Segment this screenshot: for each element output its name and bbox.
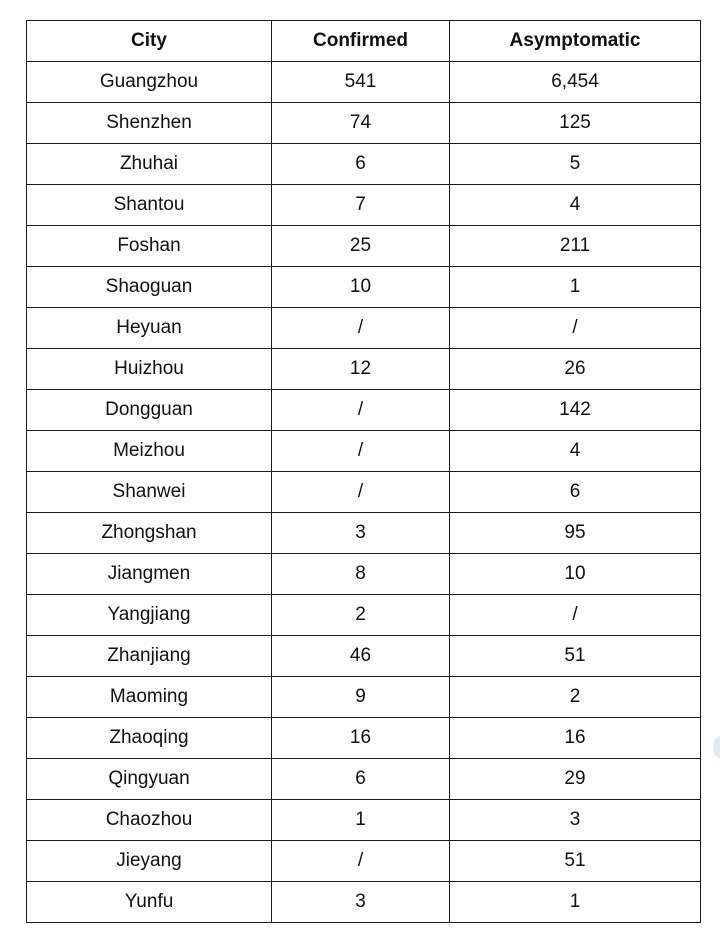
- city-cases-table: [26, 20, 701, 923]
- city-cell: Jiangmen: [27, 554, 272, 595]
- city-cell: Shanwei: [27, 472, 272, 513]
- header-city: City: [27, 21, 272, 62]
- header-asymptomatic: Asymptomatic: [450, 21, 701, 62]
- table-row: [27, 226, 701, 267]
- city-cell: Guangzhou: [27, 62, 272, 103]
- city-cell: Maoming: [27, 677, 272, 718]
- confirmed-cell: 74: [272, 103, 450, 144]
- table-row: [27, 636, 701, 677]
- confirmed-cell: 8: [272, 554, 450, 595]
- table-row: [27, 308, 701, 349]
- city-cell: Shaoguan: [27, 267, 272, 308]
- confirmed-cell: 3: [272, 882, 450, 923]
- confirmed-cell: 25: [272, 226, 450, 267]
- city-cell: Chaozhou: [27, 800, 272, 841]
- confirmed-cell: /: [272, 431, 450, 472]
- table-body: [27, 62, 701, 923]
- asymptomatic-cell: /: [450, 595, 701, 636]
- asymptomatic-cell: 51: [450, 841, 701, 882]
- table-row: [27, 677, 701, 718]
- confirmed-cell: /: [272, 390, 450, 431]
- asymptomatic-cell: 16: [450, 718, 701, 759]
- asymptomatic-cell: 3: [450, 800, 701, 841]
- city-cases-table-container: [26, 20, 700, 923]
- asymptomatic-cell: 6: [450, 472, 701, 513]
- asymptomatic-cell: 26: [450, 349, 701, 390]
- table-row: [27, 103, 701, 144]
- confirmed-cell: /: [272, 472, 450, 513]
- table-row: [27, 595, 701, 636]
- table-row: [27, 390, 701, 431]
- table-row: [27, 62, 701, 103]
- table-header-row: [27, 21, 701, 62]
- table-row: [27, 882, 701, 923]
- city-cell: Dongguan: [27, 390, 272, 431]
- asymptomatic-cell: 10: [450, 554, 701, 595]
- table-row: [27, 349, 701, 390]
- asymptomatic-cell: 29: [450, 759, 701, 800]
- city-cell: Jieyang: [27, 841, 272, 882]
- confirmed-cell: 7: [272, 185, 450, 226]
- asymptomatic-cell: 125: [450, 103, 701, 144]
- table-row: [27, 759, 701, 800]
- asymptomatic-cell: 211: [450, 226, 701, 267]
- table-row: [27, 718, 701, 759]
- city-cell: Huizhou: [27, 349, 272, 390]
- confirmed-cell: /: [272, 308, 450, 349]
- asymptomatic-cell: 1: [450, 882, 701, 923]
- asymptomatic-cell: 51: [450, 636, 701, 677]
- city-cell: Qingyuan: [27, 759, 272, 800]
- confirmed-cell: /: [272, 841, 450, 882]
- table-row: [27, 800, 701, 841]
- confirmed-cell: 2: [272, 595, 450, 636]
- asymptomatic-cell: 1: [450, 267, 701, 308]
- city-cell: Yunfu: [27, 882, 272, 923]
- confirmed-cell: 541: [272, 62, 450, 103]
- asymptomatic-cell: 5: [450, 144, 701, 185]
- header-confirmed: Confirmed: [272, 21, 450, 62]
- confirmed-cell: 46: [272, 636, 450, 677]
- asymptomatic-cell: 6,454: [450, 62, 701, 103]
- city-cell: Zhanjiang: [27, 636, 272, 677]
- confirmed-cell: 3: [272, 513, 450, 554]
- city-cell: Zhaoqing: [27, 718, 272, 759]
- table-row: [27, 841, 701, 882]
- city-cell: Zhongshan: [27, 513, 272, 554]
- city-cell: Shenzhen: [27, 103, 272, 144]
- confirmed-cell: 6: [272, 759, 450, 800]
- asymptomatic-cell: /: [450, 308, 701, 349]
- city-cell: Heyuan: [27, 308, 272, 349]
- confirmed-cell: 1: [272, 800, 450, 841]
- city-cell: Shantou: [27, 185, 272, 226]
- city-cell: Zhuhai: [27, 144, 272, 185]
- edge-scroll-marker: [713, 736, 720, 758]
- table-row: [27, 267, 701, 308]
- asymptomatic-cell: 2: [450, 677, 701, 718]
- table-row: [27, 431, 701, 472]
- city-cell: Yangjiang: [27, 595, 272, 636]
- confirmed-cell: 6: [272, 144, 450, 185]
- table-row: [27, 554, 701, 595]
- confirmed-cell: 10: [272, 267, 450, 308]
- city-cell: Meizhou: [27, 431, 272, 472]
- confirmed-cell: 12: [272, 349, 450, 390]
- table-row: [27, 144, 701, 185]
- confirmed-cell: 16: [272, 718, 450, 759]
- asymptomatic-cell: 4: [450, 431, 701, 472]
- city-cell: Foshan: [27, 226, 272, 267]
- table-row: [27, 185, 701, 226]
- asymptomatic-cell: 142: [450, 390, 701, 431]
- asymptomatic-cell: 4: [450, 185, 701, 226]
- table-row: [27, 472, 701, 513]
- table-row: [27, 513, 701, 554]
- asymptomatic-cell: 95: [450, 513, 701, 554]
- confirmed-cell: 9: [272, 677, 450, 718]
